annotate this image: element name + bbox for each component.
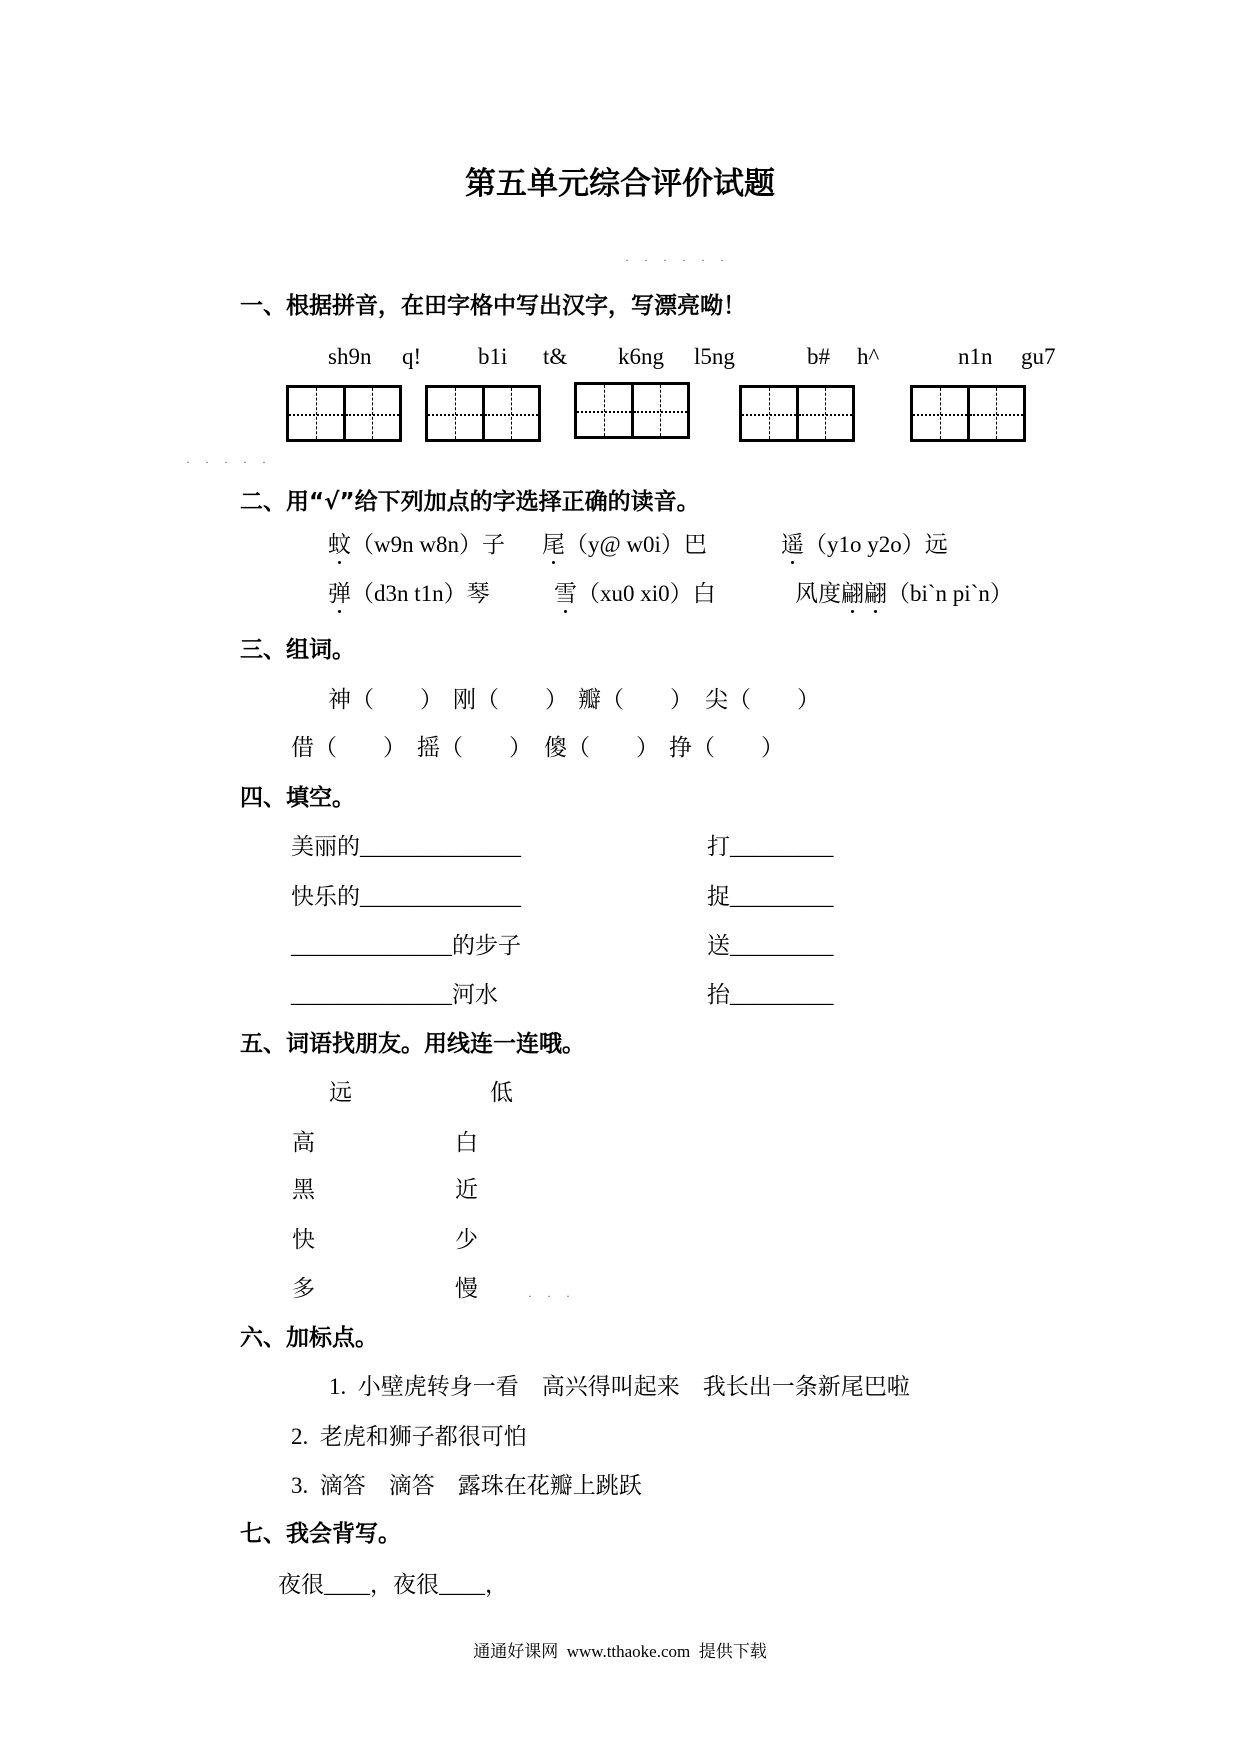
word-blank[interactable]: 挣（ ） — [669, 735, 784, 760]
fill-blank[interactable]: ______________的步子 — [291, 933, 521, 958]
decorative-dots: · · · · · — [186, 455, 272, 469]
match-word[interactable]: 多 — [292, 1276, 315, 1301]
punctuation-item: 3. 滴答 滴答 露珠在花瓣上跳跃 — [291, 1473, 642, 1498]
section-2-heading: 二、用“√”给下列加点的字选择正确的读音。 — [240, 489, 700, 515]
section-5-heading: 五、词语找朋友。用线连一连哦。 — [240, 1031, 585, 1057]
reading-options: （y@ w0i）巴 — [565, 532, 707, 557]
pinyin: b# — [807, 344, 830, 369]
fill-blank[interactable]: 快乐的______________ — [291, 884, 521, 909]
pinyin: h^ — [857, 344, 880, 369]
reading-options: （w9n w8n）子 — [351, 532, 505, 557]
fill-blank[interactable]: 送_________ — [707, 933, 834, 958]
word-blank[interactable]: 瓣（ ） — [578, 687, 693, 712]
reading-options: （y1o y2o）远 — [804, 532, 948, 557]
match-word[interactable]: 快 — [292, 1227, 315, 1252]
fill-blank[interactable]: 打_________ — [707, 834, 834, 859]
match-word[interactable]: 慢 — [455, 1276, 478, 1301]
match-word[interactable]: 远 — [329, 1080, 352, 1105]
dotted-char: 蚊 — [328, 532, 351, 557]
dotted-char: 翩 — [864, 581, 887, 606]
pinyin: sh9n — [328, 344, 372, 369]
reading-item — [328, 533, 505, 556]
match-word[interactable]: 低 — [490, 1080, 513, 1105]
word-blank[interactable]: 傻（ ） — [544, 735, 659, 760]
pinyin: l5ng — [694, 344, 735, 369]
dotted-char: 尾 — [542, 532, 565, 557]
tianzige-box[interactable] — [286, 385, 402, 442]
reading-item — [795, 582, 1013, 605]
footer: 通通好课网 www.tthaoke.com 提供下载 — [473, 1642, 767, 1661]
fill-blank[interactable]: ______________河水 — [291, 982, 498, 1007]
fill-blank[interactable]: 美丽的______________ — [291, 834, 521, 859]
match-word[interactable]: 黑 — [292, 1177, 315, 1202]
punctuation-item: 2. 老虎和狮子都很可怕 — [291, 1424, 527, 1449]
reading-options: （d3n t1n）琴 — [351, 581, 490, 606]
dotted-char: 雪 — [554, 581, 577, 606]
section-7-heading: 七、我会背写。 — [240, 1521, 401, 1547]
match-word[interactable]: 高 — [292, 1130, 315, 1155]
reading-item — [542, 533, 707, 556]
word-blank[interactable]: 尖（ ） — [705, 687, 820, 712]
pinyin: gu7 — [1021, 344, 1056, 369]
word-blank[interactable]: 神（ ） — [328, 687, 443, 712]
fill-blank[interactable]: 捉_________ — [707, 884, 834, 909]
reading-item — [328, 582, 490, 605]
pinyin: b1i — [478, 344, 508, 369]
pinyin: t& — [543, 344, 568, 369]
decorative-dots: · · · · · · — [625, 253, 730, 267]
section-1-heading: 一、根据拼音，在田字格中写出汉字，写漂亮呦！ — [240, 293, 746, 319]
dotted-char: 弹 — [328, 581, 351, 606]
tianzige-box[interactable] — [574, 382, 690, 439]
section-3-heading: 三、组词。 — [240, 637, 355, 663]
section-4-heading: 四、填空。 — [240, 785, 355, 811]
page-title: 第五单元综合评价试题 — [465, 166, 775, 201]
tianzige-box[interactable] — [739, 385, 855, 442]
reading-options: （bi`n pi`n） — [887, 581, 1013, 606]
pinyin: q! — [402, 344, 422, 369]
match-word[interactable]: 近 — [455, 1177, 478, 1202]
match-word[interactable]: 少 — [455, 1227, 478, 1252]
word-blank[interactable]: 刚（ ） — [453, 687, 568, 712]
reading-item — [554, 582, 716, 605]
decorative-dots: · · · — [528, 1289, 576, 1303]
dotted-char: 翩 — [841, 581, 864, 606]
reading-options: （xu0 xi0）白 — [577, 581, 716, 606]
pinyin: n1n — [958, 344, 993, 369]
reading-item — [781, 533, 948, 556]
word-prefix: 风度 — [795, 581, 841, 606]
tianzige-box[interactable] — [425, 385, 541, 442]
tianzige-box[interactable] — [910, 385, 1026, 442]
word-blank[interactable]: 摇（ ） — [417, 735, 532, 760]
section-6-heading: 六、加标点。 — [240, 1325, 378, 1351]
pinyin: k6ng — [618, 344, 664, 369]
dotted-char: 遥 — [781, 532, 804, 557]
word-blank[interactable]: 借（ ） — [291, 735, 406, 760]
punctuation-item: 1. 小壁虎转身一看 高兴得叫起来 我长出一条新尾巴啦 — [329, 1374, 910, 1399]
fill-blank[interactable]: 抬_________ — [707, 982, 834, 1007]
match-word[interactable]: 白 — [455, 1130, 478, 1155]
recite-line[interactable]: 夜很____，夜很____， — [278, 1572, 508, 1597]
